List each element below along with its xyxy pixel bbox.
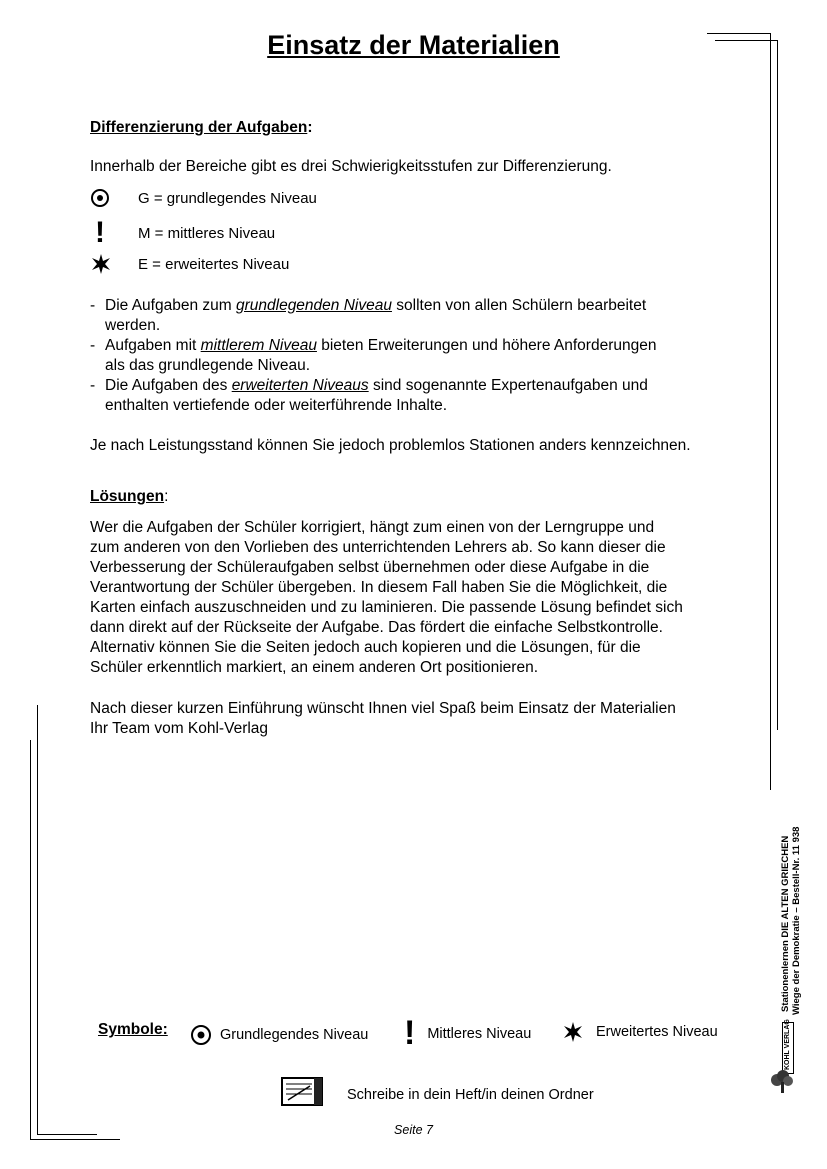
footer-symbol-m (404, 1016, 531, 1050)
loesungen-paragraph (90, 518, 760, 678)
bullet-text: Die Aufgaben zum (105, 297, 236, 314)
loesungen-heading-colon: : (164, 488, 169, 505)
target-icon (90, 188, 138, 208)
frame-right-line-inner (777, 40, 778, 730)
level-text-g: G = grundlegendes Niveau (138, 189, 317, 207)
symbols-label: Symbole: (98, 1021, 168, 1038)
closing-line: Nach dieser kurzen Einführung wünscht Ihnen viel Spaß beim Einsatz der Materialien (90, 700, 676, 717)
bullet-continuation: als das grundlegende Niveau. (105, 357, 311, 374)
frame-bottom-line (30, 1139, 120, 1140)
level-text-e: E = erweitertes Niveau (138, 255, 290, 273)
loesungen-line: Karten einfach auszuschneiden und zu laminieren. Die passende Lösung befindet sich (90, 599, 683, 616)
bullet-text: sollten von allen Schülern bearbeitet (391, 297, 647, 314)
star-icon (562, 1021, 584, 1043)
level-row-m (90, 216, 275, 250)
footer-symbol-g (190, 1024, 368, 1046)
bullet-erweitert: - Die Aufgaben des erweiterten Niveaus sind sogenannte Expertenaufgaben und enthalten vertiefende oder weiterführende Inhalte. (90, 376, 750, 416)
bullet-text: Die Aufgaben des (105, 377, 232, 394)
notebook-text: Schreibe in dein Heft/in deinen Ordner (347, 1087, 594, 1103)
loesungen-line: Verantwortung der Schüler übergeben. In diesem Fall haben Sie die Möglichkeit, die (90, 579, 668, 596)
differenzierung-heading-colon: : (307, 119, 313, 136)
bullet-emphasis: erweiterten Niveaus (231, 377, 369, 394)
bullet-text: Aufgaben mit (105, 337, 201, 354)
bullet-continuation: werden. (105, 317, 161, 334)
side-order-number: Wiege der Demokratie – Bestell-Nr. 11 938 (791, 826, 802, 1015)
level-row-e (90, 253, 289, 275)
level-text-m: M = mittleres Niveau (138, 224, 276, 242)
loesungen-line: Wer die Aufgaben der Schüler korrigiert, hängt zum einen von der Lerngruppe und (90, 519, 655, 536)
footer-symbol-text: Grundlegendes Niveau (220, 1027, 369, 1043)
loesungen-line: dann direkt auf der Rückseite der Aufgabe. Das fördert die einfache Selbstkontrolle. (90, 619, 663, 636)
bullet-text: bieten Erweiterungen und höhere Anforderungen (316, 337, 657, 354)
side-series-title: Stationenlernen DIE ALTEN GRIECHEN (780, 835, 791, 1012)
bullet-emphasis: grundlegenden Niveau (235, 297, 392, 314)
bullet-mittel: - Aufgaben mit mittlerem Niveau bieten Erweiterungen und höhere Anforderungen als das grundlegende Niveau. (90, 336, 750, 376)
exclamation-icon: ! (95, 216, 105, 249)
publisher-logo (768, 1019, 800, 1094)
differenzierung-heading-wrap (90, 118, 312, 138)
loesungen-heading-wrap (90, 487, 168, 507)
loesungen-heading: Lösungen (90, 488, 165, 505)
page-number: Seite 7 (394, 1123, 433, 1137)
loesungen-line: Alternativ können Sie die Seiten jedoch auch kopieren und die Lösungen, für die (90, 639, 641, 656)
differenzierung-intro: Innerhalb der Bereiche gibt es drei Schwierigkeitsstufen zur Differenzierung. (90, 158, 612, 175)
star-icon (90, 253, 138, 275)
frame-left-line-inner (37, 705, 38, 1135)
level-row-g (90, 188, 317, 208)
bullet-text: sind sogenannte Expertenaufgaben und (368, 377, 648, 394)
loesungen-line: Verbesserung der Schüleraufgaben selbst übernehmen oder diese Aufgabe in die (90, 559, 650, 576)
target-icon (190, 1024, 212, 1046)
page-title: Einsatz der Materialien (267, 30, 560, 60)
exclamation-icon: ! (404, 1014, 416, 1052)
tree-icon (768, 1068, 798, 1094)
bullet-emphasis: mittlerem Niveau (200, 337, 317, 354)
loesungen-line: Schüler erkenntlich markiert, an einem anderen Ort positionieren. (90, 659, 539, 676)
differenzierung-heading: Differenzierung der Aufgaben (90, 119, 308, 136)
closing (90, 699, 760, 739)
bullet-grundlegend: - Die Aufgaben zum grundlegenden Niveau sollten von allen Schülern bearbeitet werden. (90, 296, 750, 336)
publisher-logo-text: KOHL VERLAG (784, 1019, 791, 1070)
footer-symbol-e (562, 1021, 718, 1043)
closing-signature: Ihr Team vom Kohl-Verlag (90, 720, 269, 737)
frame-left-line (30, 740, 31, 1140)
loesungen-line: zum anderen von den Vorlieben des unterrichtenden Lehrers ab. So kann dieser die (90, 539, 666, 556)
frame-right-line (770, 33, 771, 790)
differenzierung-note: Je nach Leistungsstand können Sie jedoch problemlos Stationen anders kennzeichnen. (90, 437, 691, 454)
footer-symbol-text: Mittleres Niveau (427, 1026, 532, 1042)
footer-symbol-text: Erweitertes Niveau (596, 1024, 718, 1040)
bullet-continuation: enthalten vertiefende oder weiterführende Inhalte. (105, 397, 448, 414)
notebook-icon (280, 1076, 326, 1113)
